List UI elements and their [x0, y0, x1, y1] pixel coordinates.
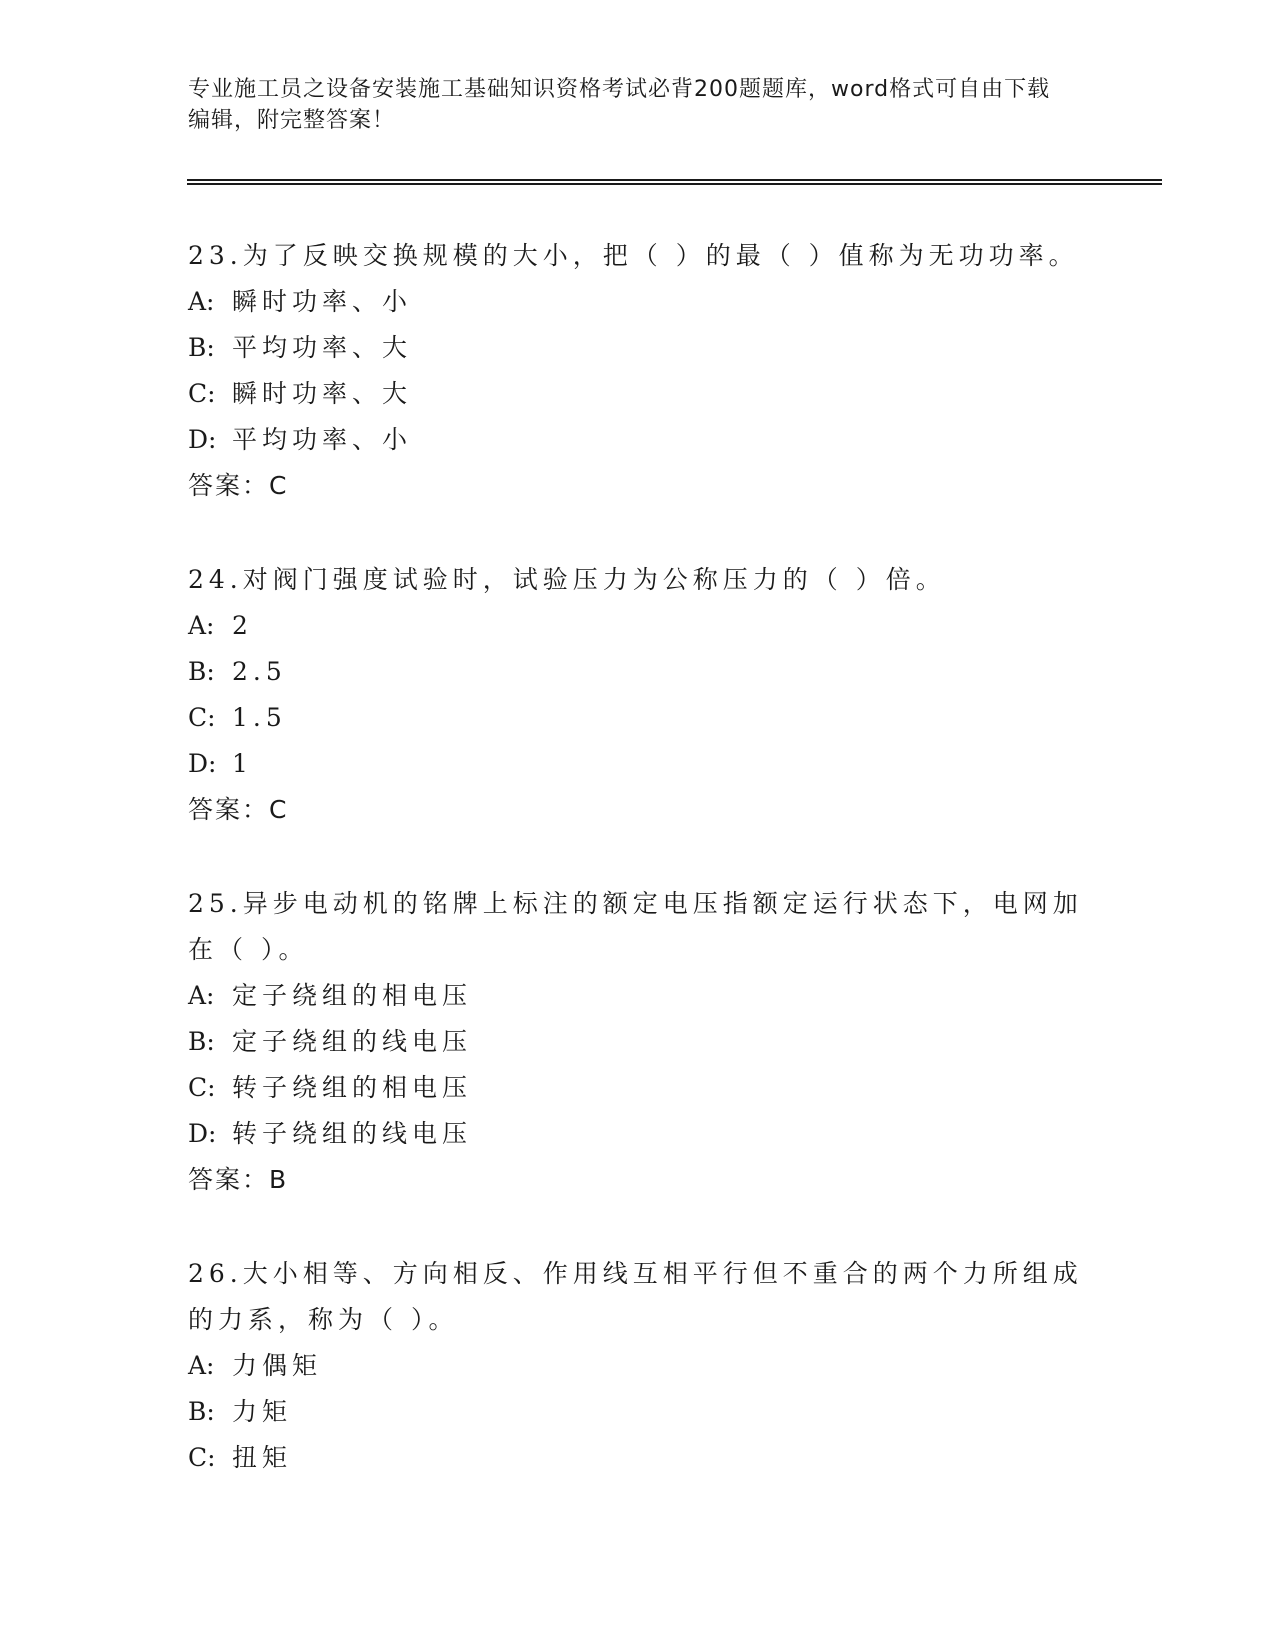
option-letter: A:: [188, 981, 215, 1010]
option-text: 平均功率、大: [232, 333, 413, 362]
document-header: 专业施工员之设备安装施工基础知识资格考试必背200题题库，word格式可自由下载编辑，附完整答案！: [188, 77, 1051, 133]
option-text: 瞬时功率、小: [232, 287, 413, 316]
option-letter: C:: [188, 379, 216, 408]
option-letter: B:: [188, 657, 215, 686]
option-text: 2: [232, 611, 253, 640]
option-letter: B:: [188, 333, 215, 362]
option-a: [188, 1343, 1088, 1389]
option-d: [188, 417, 1088, 463]
option-text: 力偶矩: [232, 1351, 323, 1380]
answer-line: 答案：C: [188, 795, 289, 824]
question-stem: 23.为了反映交换规模的大小，把（ ）的最（ ）值称为无功功率。: [188, 241, 1079, 270]
option-letter: D:: [188, 1119, 217, 1148]
question-stem: 24.对阀门强度试验时，试验压力为公称压力的（ ）倍。: [188, 565, 946, 594]
option-letter: C:: [188, 1443, 216, 1472]
header-divider-top: [187, 179, 1162, 181]
option-letter: C:: [188, 703, 216, 732]
option-text: 转子绕组的相电压: [232, 1073, 473, 1102]
answer-line: 答案：B: [188, 1165, 289, 1194]
option-text: 扭矩: [232, 1443, 293, 1472]
question-item: [188, 557, 1088, 833]
option-a: [188, 603, 1088, 649]
option-text: 转子绕组的线电压: [232, 1119, 473, 1148]
option-letter: D:: [188, 425, 217, 454]
option-text: 1: [232, 749, 253, 778]
question-item: [188, 881, 1088, 1203]
question-stem: 26.大小相等、方向相反、作用线互相平行但不重合的两个力所组成的力系，称为（ ）。: [188, 1259, 1083, 1334]
option-text: 瞬时功率、大: [232, 379, 413, 408]
option-b: [188, 325, 1088, 371]
option-text: 定子绕组的线电压: [232, 1027, 473, 1056]
option-text: 2.5: [232, 657, 287, 686]
option-a: [188, 973, 1088, 1019]
question-list: [188, 233, 1088, 1529]
option-letter: C:: [188, 1073, 216, 1102]
answer-line: 答案：C: [188, 471, 289, 500]
option-text: 平均功率、小: [232, 425, 413, 454]
question-stem: 25.异步电动机的铭牌上标注的额定电压指额定运行状态下，电网加在（ ）。: [188, 889, 1083, 964]
option-d: [188, 741, 1088, 787]
option-text: 定子绕组的相电压: [232, 981, 473, 1010]
option-c: [188, 1435, 1088, 1481]
option-b: [188, 649, 1088, 695]
option-text: 力矩: [232, 1397, 293, 1426]
option-letter: B:: [188, 1397, 215, 1426]
option-c: [188, 1065, 1088, 1111]
option-a: [188, 279, 1088, 325]
option-letter: A:: [188, 611, 215, 640]
question-item: [188, 233, 1088, 509]
option-letter: A:: [188, 287, 215, 316]
header-divider-bottom: [187, 183, 1162, 185]
option-letter: B:: [188, 1027, 215, 1056]
option-b: [188, 1389, 1088, 1435]
option-d: [188, 1111, 1088, 1157]
option-text: 1.5: [232, 703, 287, 732]
option-c: [188, 695, 1088, 741]
option-letter: D:: [188, 749, 217, 778]
option-b: [188, 1019, 1088, 1065]
option-c: [188, 371, 1088, 417]
question-item: [188, 1251, 1088, 1481]
option-letter: A:: [188, 1351, 215, 1380]
